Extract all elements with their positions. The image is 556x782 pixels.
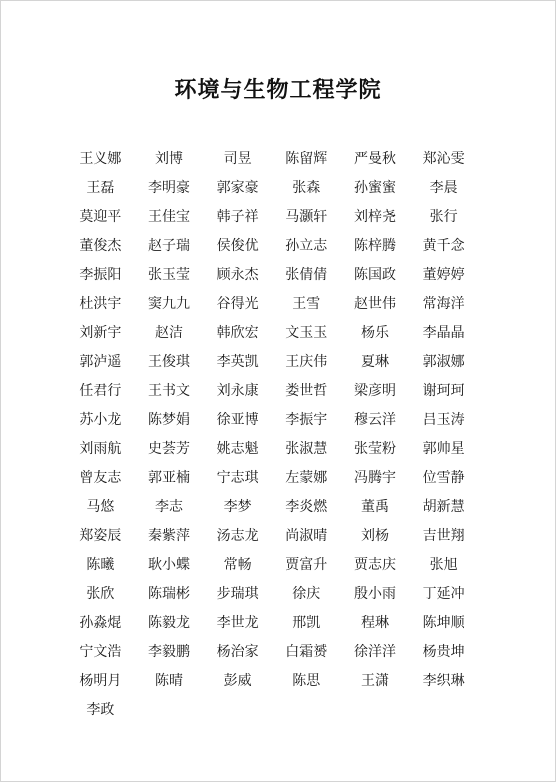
- name-item: 郑沁雯: [422, 150, 465, 167]
- name-item: 苏小龙: [79, 411, 122, 428]
- name-item: 徐亚博: [216, 411, 259, 428]
- name-item: 张倩倩: [285, 266, 328, 283]
- name-item: 王雪: [292, 295, 321, 312]
- name-item: 孙立志: [285, 237, 328, 254]
- name-item: 任君行: [79, 382, 122, 399]
- name-item: 白霜赟: [285, 644, 328, 661]
- name-item: 李晨: [429, 179, 458, 196]
- name-item: 陈梦娟: [147, 411, 190, 428]
- name-item: 陈瑞彬: [147, 586, 190, 603]
- name-item: 曾友志: [79, 470, 122, 487]
- name-item: 王磊: [86, 179, 115, 196]
- name-item: 严曼秋: [353, 150, 396, 167]
- name-item: 孙淼焜: [79, 615, 122, 632]
- name-item: 陈曦: [86, 557, 115, 574]
- name-item: 杨乐: [360, 324, 389, 341]
- name-item: 杨贵坤: [422, 644, 465, 661]
- name-item: 徐洋洋: [353, 644, 396, 661]
- name-item: 张行: [429, 208, 458, 225]
- name-item: 韩欣宏: [216, 324, 259, 341]
- name-item: 陈留辉: [285, 150, 328, 167]
- name-item: 顾永杰: [216, 266, 259, 283]
- name-item: 贾志庆: [353, 557, 396, 574]
- name-item: 彭威: [223, 673, 252, 690]
- name-item: 李炎燃: [285, 499, 328, 516]
- name-item: 李世龙: [216, 615, 259, 632]
- name-item: 娄世哲: [285, 382, 328, 399]
- name-item: 张玉莹: [147, 266, 190, 283]
- name-item: 穆云洋: [353, 411, 396, 428]
- name-item: 陈思: [292, 673, 321, 690]
- name-item: 窦九九: [147, 295, 190, 312]
- name-item: 刘杨: [360, 528, 389, 545]
- name-item: 秦紫萍: [147, 528, 190, 545]
- name-item: 谷得光: [216, 295, 259, 312]
- name-list: [66, 143, 478, 724]
- name-item: 李振宇: [285, 411, 328, 428]
- name-item: 赵子瑞: [147, 237, 190, 254]
- name-item: 孙蜜蜜: [353, 179, 396, 196]
- name-item: 耿小蝶: [147, 557, 190, 574]
- name-item: 文玉玉: [285, 324, 328, 341]
- name-item: 尚淑晴: [285, 528, 328, 545]
- name-item: 胡新慧: [422, 499, 465, 516]
- name-item: 郭亚楠: [147, 470, 190, 487]
- name-item: 李明豪: [147, 179, 190, 196]
- name-item: 郭家豪: [216, 179, 259, 196]
- name-item: 郑姿辰: [79, 528, 122, 545]
- name-item: 史荟芳: [147, 440, 190, 457]
- name-item: 赵世伟: [353, 295, 396, 312]
- name-item: 王俊琪: [147, 353, 190, 370]
- name-item: 陈梓腾: [353, 237, 396, 254]
- name-item: 王义娜: [79, 150, 122, 167]
- name-item: 李志: [154, 499, 183, 516]
- name-item: 汤志龙: [216, 528, 259, 545]
- name-item: 步瑞琪: [216, 586, 259, 603]
- name-item: 李织琳: [422, 673, 465, 690]
- name-item: 杜洪宇: [79, 295, 122, 312]
- name-item: 李政: [86, 702, 115, 719]
- name-item: 吕玉涛: [422, 411, 465, 428]
- name-item: 韩子祥: [216, 208, 259, 225]
- name-item: 梁彦明: [353, 382, 396, 399]
- name-item: 丁延冲: [422, 586, 465, 603]
- name-item: 赵洁: [154, 324, 183, 341]
- name-item: 杨明月: [79, 673, 122, 690]
- name-item: 张莹粉: [353, 440, 396, 457]
- name-item: 刘新宇: [79, 324, 122, 341]
- name-item: 王庆伟: [285, 353, 328, 370]
- page-title: 环境与生物工程学院: [174, 77, 382, 103]
- name-item: 张淑慧: [285, 440, 328, 457]
- name-item: 徐庆: [292, 586, 321, 603]
- name-item: 董禹: [360, 499, 389, 516]
- name-item: 陈国政: [353, 266, 396, 283]
- name-item: 陈晴: [154, 673, 183, 690]
- name-item: 左蒙娜: [285, 470, 328, 487]
- name-item: 宁文浩: [79, 644, 122, 661]
- name-item: 马灏轩: [285, 208, 328, 225]
- name-item: 冯腾宇: [353, 470, 396, 487]
- name-item: 程琳: [360, 615, 389, 632]
- name-item: 李晶晶: [422, 324, 465, 341]
- name-item: 张欣: [86, 586, 115, 603]
- name-item: 刘梓尧: [353, 208, 396, 225]
- name-item: 常海洋: [422, 295, 465, 312]
- name-item: 郭淑娜: [422, 353, 465, 370]
- name-item: 宁志琪: [216, 470, 259, 487]
- name-item: 位雪静: [422, 470, 465, 487]
- name-item: 莫迎平: [79, 208, 122, 225]
- name-item: 贾富升: [285, 557, 328, 574]
- name-item: 李毅鹏: [147, 644, 190, 661]
- name-item: 陈毅龙: [147, 615, 190, 632]
- name-item: 王潇: [360, 673, 389, 690]
- name-item: 马悠: [86, 499, 115, 516]
- name-item: 黄千念: [422, 237, 465, 254]
- name-item: 王书文: [147, 382, 190, 399]
- name-item: 李英凯: [216, 353, 259, 370]
- name-item: 刘永康: [216, 382, 259, 399]
- name-item: 董婷婷: [422, 266, 465, 283]
- name-item: 李振阳: [79, 266, 122, 283]
- name-item: 司昱: [223, 150, 252, 167]
- name-item: 董俊杰: [79, 237, 122, 254]
- name-item: 张森: [292, 179, 321, 196]
- name-item: 刘博: [154, 150, 183, 167]
- name-item: 刘雨航: [79, 440, 122, 457]
- name-item: 张旭: [429, 557, 458, 574]
- name-item: 郭帅星: [422, 440, 465, 457]
- name-item: 夏琳: [360, 353, 389, 370]
- name-item: 谢珂珂: [422, 382, 465, 399]
- name-item: 陈坤顺: [422, 615, 465, 632]
- name-item: 常畅: [223, 557, 252, 574]
- name-item: 殷小雨: [353, 586, 396, 603]
- name-item: 杨治家: [216, 644, 259, 661]
- name-item: 郭泸遥: [79, 353, 122, 370]
- name-item: 吉世翔: [422, 528, 465, 545]
- name-item: 侯俊优: [216, 237, 259, 254]
- name-item: 李梦: [223, 499, 252, 516]
- name-item: 姚志魁: [216, 440, 259, 457]
- name-item: 王佳宝: [147, 208, 190, 225]
- name-item: 邢凯: [292, 615, 321, 632]
